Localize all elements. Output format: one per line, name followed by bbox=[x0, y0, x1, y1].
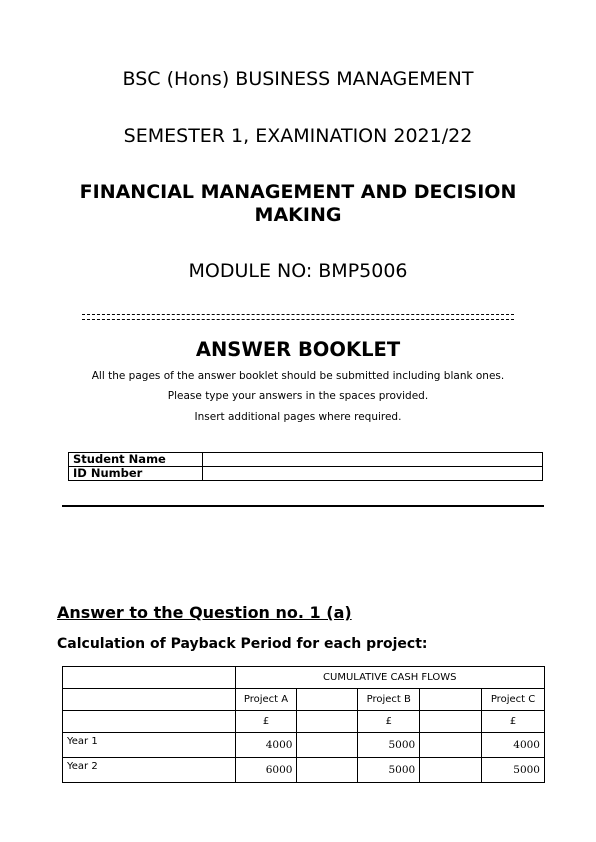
cumulative-cash-flows-header: CUMULATIVE CASH FLOWS bbox=[235, 667, 544, 689]
year-2-project-b: 5000 bbox=[358, 758, 420, 783]
id-number-field[interactable] bbox=[203, 467, 543, 481]
table-cell bbox=[297, 711, 358, 733]
course-title: FINANCIAL MANAGEMENT AND DECISION MAKING bbox=[79, 181, 517, 226]
student-name-label: Student Name bbox=[69, 453, 203, 467]
instruction-1: All the pages of the answer booklet should be submitted including blank ones. bbox=[91, 370, 505, 382]
year-1-project-c: 4000 bbox=[482, 733, 545, 758]
instruction-3: Insert additional pages where required. bbox=[194, 411, 402, 423]
currency-symbol: £ bbox=[358, 711, 420, 733]
year-2-project-c: 5000 bbox=[482, 758, 545, 783]
table-cell bbox=[420, 711, 482, 733]
module-number: MODULE NO: BMP5006 bbox=[188, 260, 408, 282]
answer-booklet-title: ANSWER BOOKLET bbox=[195, 338, 401, 361]
student-name-field[interactable] bbox=[203, 453, 543, 467]
table-row bbox=[63, 711, 545, 733]
horizontal-rule bbox=[62, 505, 544, 507]
table-row bbox=[63, 667, 545, 689]
currency-symbol: £ bbox=[235, 711, 297, 733]
table-cell bbox=[63, 667, 236, 689]
answer-heading: Answer to the Question no. 1 (a) bbox=[57, 603, 352, 622]
project-a-header: Project A bbox=[235, 689, 297, 711]
currency-symbol: £ bbox=[482, 711, 545, 733]
semester-title: SEMESTER 1, EXAMINATION 2021/22 bbox=[123, 125, 473, 147]
cash-flow-table bbox=[62, 666, 545, 783]
year-1-project-a: 4000 bbox=[235, 733, 297, 758]
year-1-project-b: 5000 bbox=[358, 733, 420, 758]
table-row bbox=[69, 467, 543, 481]
student-info-table bbox=[68, 452, 543, 481]
table-cell bbox=[420, 758, 482, 783]
table-row bbox=[69, 453, 543, 467]
table-row bbox=[63, 733, 545, 758]
instruction-2: Please type your answers in the spaces provided. bbox=[167, 390, 429, 402]
answer-subheading: Calculation of Payback Period for each project: bbox=[57, 636, 428, 652]
year-1-label: Year 1 bbox=[63, 733, 236, 758]
project-c-header: Project C bbox=[482, 689, 545, 711]
dashed-divider bbox=[82, 314, 514, 320]
year-2-project-a: 6000 bbox=[235, 758, 297, 783]
project-b-header: Project B bbox=[358, 689, 420, 711]
table-row bbox=[63, 689, 545, 711]
programme-title: BSC (Hons) BUSINESS MANAGEMENT bbox=[122, 68, 474, 90]
table-cell bbox=[63, 711, 236, 733]
id-number-label: ID Number bbox=[69, 467, 203, 481]
year-2-label: Year 2 bbox=[63, 758, 236, 783]
table-cell bbox=[420, 689, 482, 711]
table-cell bbox=[297, 733, 358, 758]
table-cell bbox=[297, 758, 358, 783]
table-row bbox=[63, 758, 545, 783]
table-cell bbox=[63, 689, 236, 711]
table-cell bbox=[420, 733, 482, 758]
table-cell bbox=[297, 689, 358, 711]
